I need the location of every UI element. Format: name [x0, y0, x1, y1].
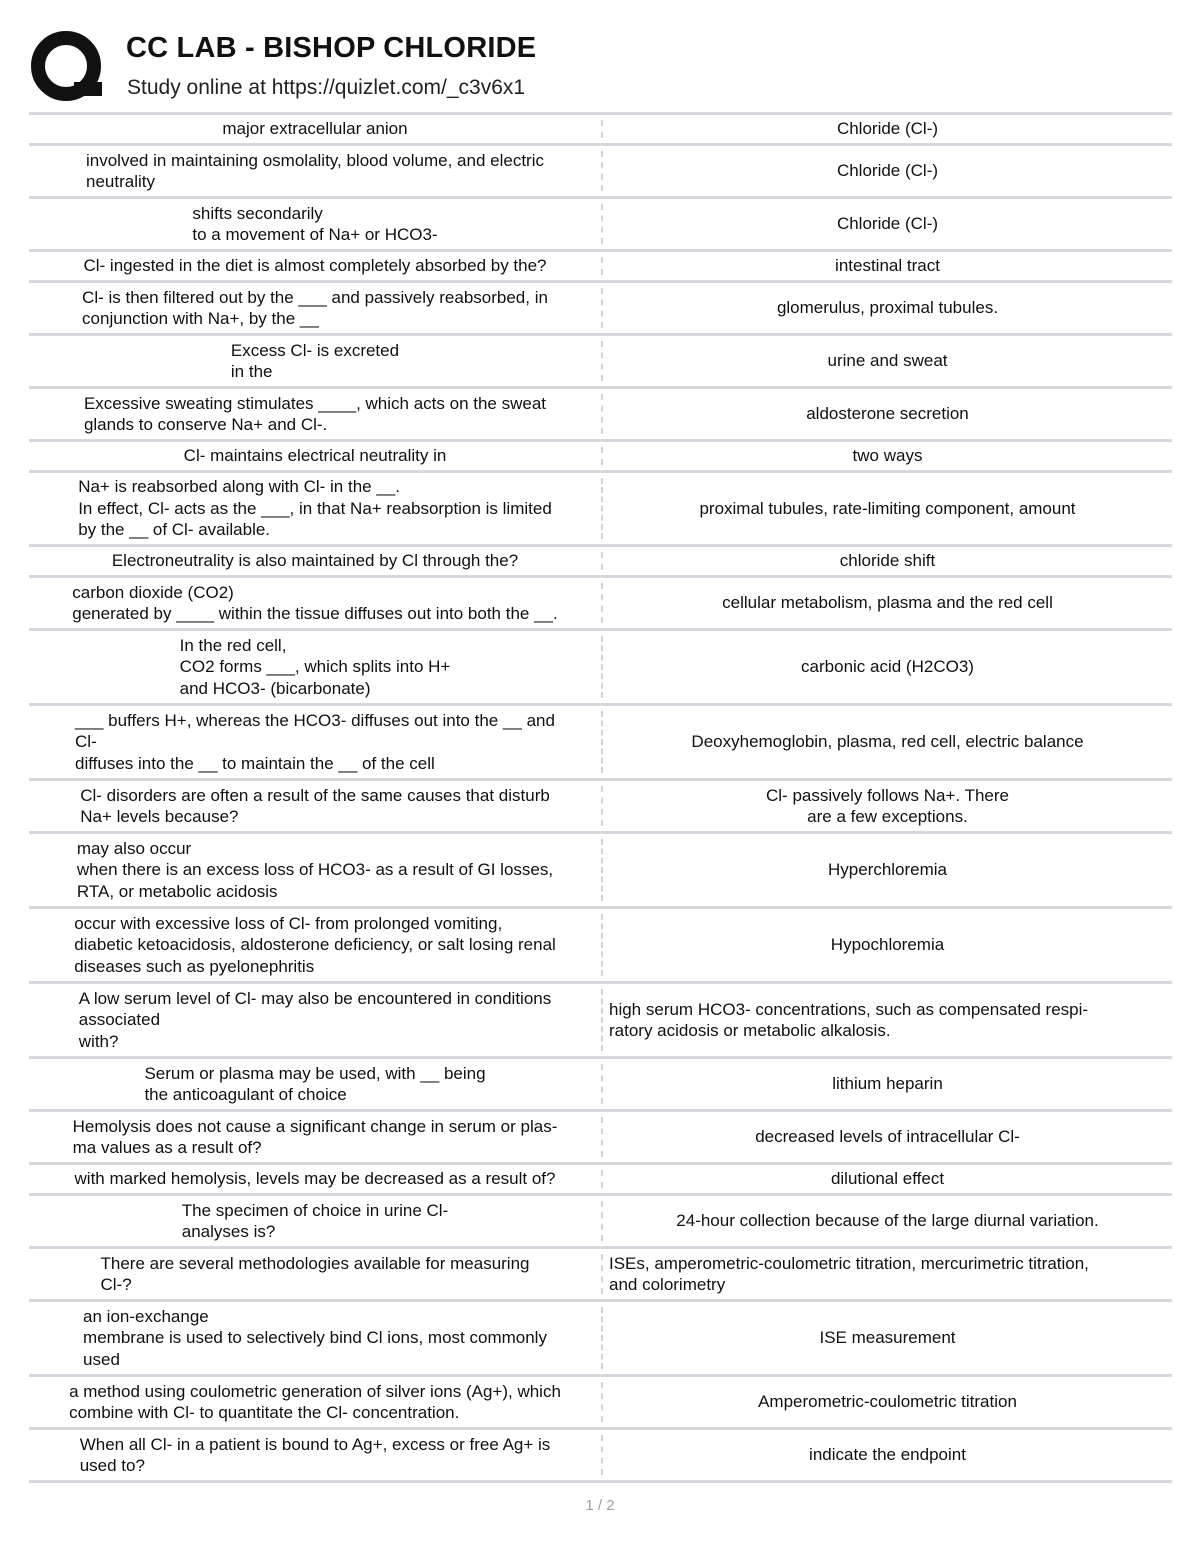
flashcard-row — [29, 706, 1172, 781]
definition-text: Chloride (Cl-) — [836, 119, 939, 139]
definition-text: aldosterone secretion — [806, 404, 969, 424]
flashcard-term — [29, 336, 601, 386]
term-text: Electroneutrality is also maintained by Cl through the? — [111, 551, 519, 571]
definition-text: Chloride (Cl-) — [836, 161, 939, 181]
term-text: In the red cell, CO2 forms ___, which splits into H+ and HCO3- (bicarbonate) — [179, 635, 451, 698]
flashcard-row — [29, 1249, 1172, 1302]
definition-text: lithium heparin — [832, 1074, 943, 1094]
flashcard-definition — [603, 781, 1172, 831]
flashcard-term — [29, 473, 601, 544]
flashcard-definition — [603, 473, 1172, 544]
flashcard-definition — [603, 706, 1172, 778]
term-text: Cl- is then filtered out by the ___ and passively reabsorbed, in conjunction with Na+, by the __ — [82, 287, 548, 328]
flashcard-definition — [603, 631, 1172, 703]
page-header — [28, 26, 1178, 112]
definition-text: Hyperchloremia — [827, 860, 948, 880]
flashcard-term — [29, 199, 601, 249]
term-text: carbon dioxide (CO2) generated by ____ within the tissue diffuses out into both the __. — [72, 582, 558, 623]
term-text: Cl- maintains electrical neutrality in — [183, 446, 447, 466]
term-text: involved in maintaining osmolality, blood volume, and electric neutrality — [86, 150, 544, 191]
definition-text: chloride shift — [839, 551, 936, 571]
flashcard-definition — [603, 1196, 1172, 1246]
definition-text: Chloride (Cl-) — [836, 214, 939, 234]
flashcard-definition — [603, 547, 1172, 575]
flashcard-term — [29, 389, 601, 439]
term-text: with marked hemolysis, levels may be decreased as a result of? — [74, 1169, 556, 1189]
definition-text: Cl- passively follows Na+. There are a few exceptions. — [766, 785, 1009, 826]
flashcard-definition — [603, 389, 1172, 439]
flashcard-row — [29, 199, 1172, 252]
flashcard-term — [29, 1302, 601, 1374]
definition-text: decreased levels of intracellular Cl- — [755, 1127, 1020, 1147]
page-number: 1 / 2 — [585, 1497, 615, 1514]
flashcard-definition — [603, 834, 1172, 906]
flashcard-definition — [603, 1059, 1172, 1109]
term-text: an ion-exchange membrane is used to selectively bind Cl ions, most commonly used — [83, 1306, 547, 1369]
flashcard-row — [29, 442, 1172, 473]
definition-text: two ways — [852, 446, 923, 466]
flashcard-row — [29, 336, 1172, 389]
study-link-text: Study online at https://quizlet.com/_c3v6x1 — [127, 76, 526, 99]
flashcard-row — [29, 1377, 1172, 1430]
flashcard-term — [29, 252, 601, 280]
flashcard-term — [29, 1112, 601, 1162]
flashcard-definition — [603, 1430, 1172, 1480]
term-text: When all Cl- in a patient is bound to Ag+, excess or free Ag+ is used to? — [79, 1434, 551, 1475]
flashcard-term — [29, 146, 601, 196]
flashcard-definition — [603, 283, 1172, 333]
flashcard-row — [29, 547, 1172, 578]
flashcard-row — [29, 578, 1172, 631]
flashcard-row — [29, 631, 1172, 706]
term-text: Cl- disorders are often a result of the same causes that disturb Na+ levels because? — [80, 785, 550, 826]
flashcard-term — [29, 1249, 601, 1299]
flashcard-row — [29, 1196, 1172, 1249]
flashcard-term — [29, 1165, 601, 1193]
flashcard-definition — [603, 252, 1172, 280]
term-text: Hemolysis does not cause a significant change in serum or plas- ma values as a result of? — [72, 1116, 558, 1157]
term-text: a method using coulometric generation of silver ions (Ag+), which combine with Cl- to quantitate the Cl- concentration. — [69, 1381, 561, 1422]
flashcard-term — [29, 631, 601, 703]
flashcard-term — [29, 283, 601, 333]
flashcard-definition — [603, 1377, 1172, 1427]
definition-text: high serum HCO3- concentrations, such as compensated respi- ratory acidosis or metabolic alkalosis. — [609, 999, 1089, 1040]
flashcard-definition — [603, 1302, 1172, 1374]
flashcard-definition — [603, 199, 1172, 249]
term-text: Excess Cl- is excreted in the — [230, 340, 400, 381]
term-text: Serum or plasma may be used, with __ being the anticoagulant of choice — [144, 1063, 486, 1104]
definition-text: glomerulus, proximal tubules. — [776, 298, 999, 318]
flashcard-row — [29, 146, 1172, 199]
quizlet-logo-icon — [30, 30, 106, 106]
definition-text: carbonic acid (H2CO3) — [801, 657, 974, 677]
term-text: Cl- ingested in the diet is almost completely absorbed by the? — [83, 256, 547, 276]
flashcard-term — [29, 442, 601, 470]
definition-text: ISE measurement — [819, 1328, 956, 1348]
flashcard-term — [29, 834, 601, 906]
flashcard-row — [29, 834, 1172, 909]
flashcard-definition — [603, 336, 1172, 386]
flashcard-row — [29, 984, 1172, 1059]
term-text: Na+ is reabsorbed along with Cl- in the __. In effect, Cl- acts as the ___, in that Na+ reabsorption is limited by the __ of Cl- available. — [78, 477, 552, 540]
flashcard-definition — [603, 115, 1172, 143]
definition-text: proximal tubules, rate-limiting component, amount — [699, 498, 1076, 518]
definition-text: Amperometric-coulometric titration — [758, 1392, 1017, 1412]
definition-text: Deoxyhemoglobin, plasma, red cell, electric balance — [691, 732, 1084, 752]
term-text: major extracellular anion — [222, 119, 408, 139]
definition-text: Hypochloremia — [830, 935, 945, 955]
flashcard-row — [29, 115, 1172, 146]
term-text: The specimen of choice in urine Cl- analyses is? — [181, 1200, 449, 1241]
definition-text: indicate the endpoint — [809, 1445, 966, 1465]
flashcard-term — [29, 547, 601, 575]
term-text: occur with excessive loss of Cl- from prolonged vomiting, diabetic ketoacidosis, aldosterone deficiency, or salt losing renal diseases such as pyelonephritis — [74, 913, 556, 976]
flashcard-term — [29, 909, 601, 981]
definition-text: urine and sweat — [827, 351, 948, 371]
flashcard-definition — [603, 984, 1172, 1056]
flashcard-row — [29, 389, 1172, 442]
flashcard-term — [29, 781, 601, 831]
flashcard-term — [29, 115, 601, 143]
flashcard-definition — [603, 909, 1172, 981]
definition-text: intestinal tract — [835, 256, 940, 276]
flashcard-row — [29, 473, 1172, 547]
flashcard-definition — [603, 146, 1172, 196]
flashcard-row — [29, 1059, 1172, 1112]
flashcard-term — [29, 1430, 601, 1480]
flashcard-row — [29, 781, 1172, 834]
flashcard-definition — [603, 442, 1172, 470]
flashcard-list — [29, 112, 1172, 1483]
page-title: CC LAB - BISHOP CHLORIDE — [126, 32, 537, 64]
flashcard-term — [29, 1377, 601, 1427]
flashcard-term — [29, 984, 601, 1056]
flashcard-row — [29, 1302, 1172, 1377]
term-text: Excessive sweating stimulates ____, which acts on the sweat glands to conserve Na+ and Cl-. — [83, 393, 547, 434]
flashcard-row — [29, 1112, 1172, 1165]
definition-text: 24-hour collection because of the large diurnal variation. — [676, 1211, 1099, 1231]
term-text: may also occur when there is an excess loss of HCO3- as a result of GI losses, RTA, or metabolic acidosis — [76, 838, 554, 901]
flashcard-row — [29, 252, 1172, 283]
flashcard-term — [29, 578, 601, 628]
flashcard-term — [29, 706, 601, 778]
term-text: A low serum level of Cl- may also be encountered in conditions associated with? — [78, 988, 552, 1051]
definition-text: ISEs, amperometric-coulometric titration, mercurimetric titration, and colorimetry — [609, 1253, 1089, 1294]
term-text: shifts secondarily to a movement of Na+ or HCO3- — [192, 203, 438, 244]
flashcard-definition — [603, 1165, 1172, 1193]
flashcard-definition — [603, 578, 1172, 628]
definition-text: dilutional effect — [830, 1169, 945, 1189]
definition-text: cellular metabolism, plasma and the red cell — [722, 593, 1053, 613]
term-text: ___ buffers H+, whereas the HCO3- diffuses out into the __ and Cl- diffuses into the __ to maintain the __ of the cell — [75, 710, 555, 773]
term-text: There are several methodologies available for measuring Cl-? — [100, 1253, 530, 1294]
flashcard-term — [29, 1059, 601, 1109]
flashcard-definition — [603, 1112, 1172, 1162]
flashcard-row — [29, 283, 1172, 336]
flashcard-row — [29, 1165, 1172, 1196]
flashcard-term — [29, 1196, 601, 1246]
flashcard-row — [29, 1430, 1172, 1483]
flashcard-definition — [603, 1249, 1172, 1299]
flashcard-row — [29, 909, 1172, 984]
